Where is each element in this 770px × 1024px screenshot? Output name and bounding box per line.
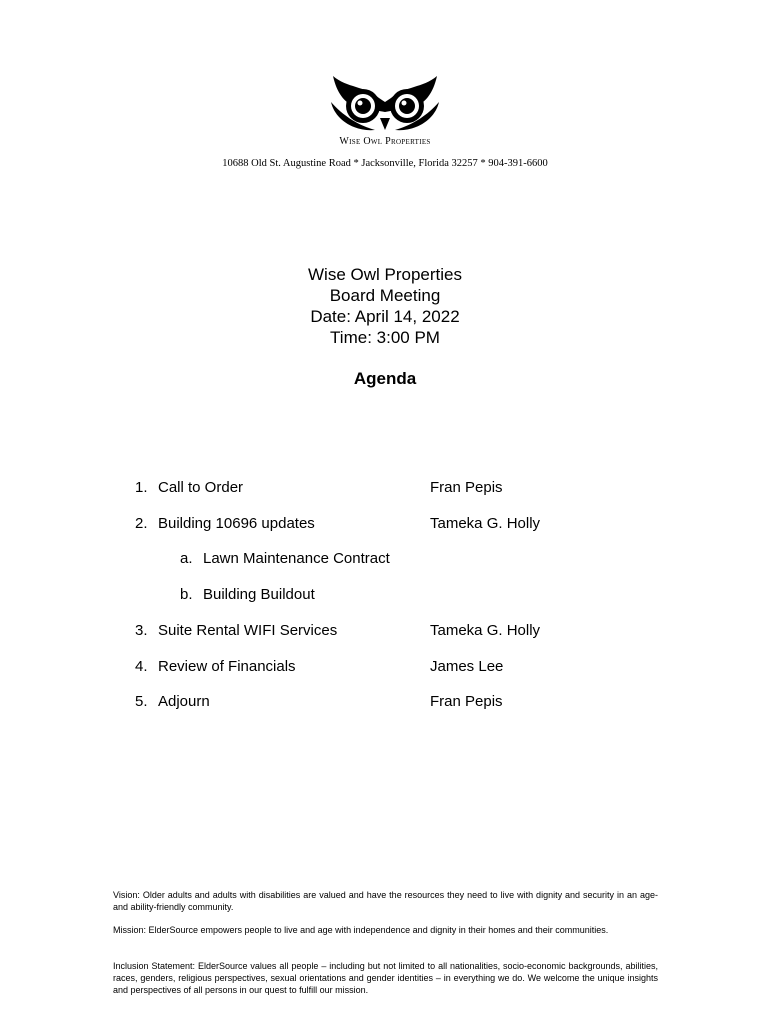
subitem-letter: a. (180, 550, 193, 567)
mission-statement: Mission: ElderSource empowers people to live and age with independence and dignity in their homes and their communities. (113, 925, 609, 935)
item-label: Adjourn (158, 693, 210, 710)
agenda-heading: Agenda (353, 369, 417, 388)
item-label: Call to Order (158, 479, 244, 496)
item-presenter: Tameka G. Holly (430, 622, 541, 639)
title-meeting: Board Meeting (329, 286, 441, 305)
item-presenter: Fran Pepis (430, 693, 503, 710)
item-number: 3. (135, 622, 148, 639)
item-presenter: Tameka G. Holly (430, 515, 541, 532)
subitem-letter: b. (180, 586, 193, 603)
item-number: 4. (135, 658, 148, 675)
item-label: Review of Financials (158, 658, 296, 675)
item-number: 5. (135, 693, 148, 710)
address: 10688 Old St. Augustine Road * Jacksonville, Florida 32257 * 904-391-6600 (222, 158, 548, 169)
item-number: 1. (135, 479, 148, 496)
item-number: 2. (135, 515, 148, 532)
title-time: Time: 3:00 PM (330, 328, 440, 347)
subitem-label: Building Buildout (203, 586, 315, 603)
meeting-title-block (0, 264, 770, 348)
inclusion-statement: Inclusion Statement: ElderSource values all people – including but not limited to all nationalities, socio-economic backgrounds, abilities, races, genders, religious perspectives, sexual orientations and gender identities – in everything we do. We welcome the unique insights and perspectives of all persons in our quest to fulfill our mission. (113, 961, 658, 995)
item-presenter: Fran Pepis (430, 479, 503, 496)
logo-text: Wise Owl Properties (339, 136, 431, 147)
item-presenter: James Lee (430, 658, 504, 675)
subitem-label: Lawn Maintenance Contract (203, 550, 390, 567)
vision-statement: Vision: Older adults and adults with disabilities are valued and have the resources they need to live with dignity and security in an age- and ability-friendly community. (113, 890, 658, 912)
title-company: Wise Owl Properties (308, 265, 462, 284)
item-label: Building 10696 updates (158, 515, 315, 532)
title-date: Date: April 14, 2022 (310, 307, 460, 326)
item-label: Suite Rental WIFI Services (158, 622, 338, 639)
